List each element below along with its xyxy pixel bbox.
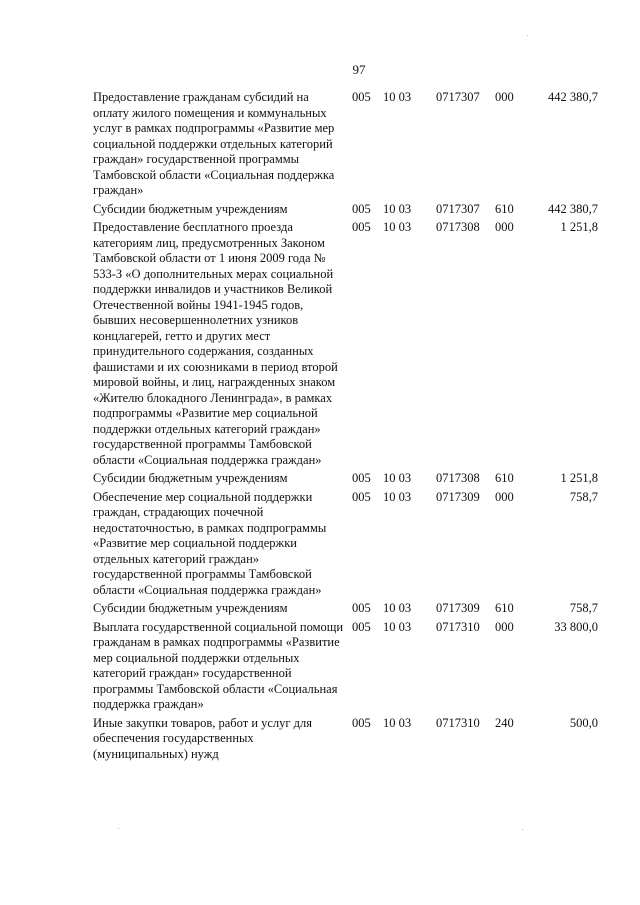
table-row — [93, 716, 598, 763]
expense-type-code: 000 — [495, 90, 514, 104]
expense-type-code: 240 — [495, 715, 514, 730]
target-code: 0717308 — [436, 471, 480, 485]
amount: 442 380,7 — [548, 90, 598, 104]
ministry-code: 005 — [352, 201, 371, 216]
scan-speck — [118, 828, 119, 829]
ministry-code: 005 — [352, 715, 371, 730]
amount: 33 800,0 — [554, 619, 598, 634]
row-description: Субсидии бюджетным учреждениям — [93, 601, 288, 615]
ministry-code: 005 — [352, 90, 371, 104]
amount: 442 380,7 — [548, 201, 598, 216]
ministry-code: 005 — [352, 489, 371, 504]
row-description: Предоставление бесплатного проезда категориям лиц, предусмотренных Законом Тамбовской области от 1 июня 2009 года № 533-З «О дополнительных мерах социальной поддержки инвалидов и участников Великой Отечественной войны 1941-1945 годов, бывших несовершеннолетних узников концлагерей, гетто и других мест принудительного содержания, созданных фашистами и их союзниками в период второй мировой войны, и лиц, награжденных знаком «Жителю блокадного Ленинграда», в рамках подпрограммы «Развитие мер социальной поддержки отдельных категорий граждан» государственной программы Тамбовской области «Социальная поддержка граждан» — [93, 220, 338, 467]
budget-table — [93, 90, 598, 765]
table-row — [93, 490, 598, 599]
expense-type-code: 000 — [495, 489, 514, 504]
target-code: 0717310 — [436, 715, 480, 730]
amount: 1 251,8 — [560, 471, 598, 485]
table-row — [93, 90, 598, 199]
amount: 500,0 — [569, 715, 598, 730]
table-row — [93, 471, 598, 487]
target-code: 0717309 — [436, 489, 480, 504]
section-code: 10 03 — [383, 489, 412, 504]
table-row — [93, 202, 598, 218]
section-code: 10 03 — [383, 471, 412, 485]
row-description: Обеспечение мер социальной поддержки граждан, страдающих почечной недостаточностью, в рамках подпрограммы «Развитие мер социальной поддержки отдельных категорий граждан» государственной программы Тамбовской области «Социальная поддержка граждан» — [93, 489, 327, 597]
scan-speck — [522, 829, 523, 830]
amount: 758,7 — [569, 489, 598, 504]
section-code: 10 03 — [383, 619, 412, 634]
expense-type-code: 610 — [495, 471, 514, 485]
section-code: 10 03 — [383, 201, 412, 216]
amount: 758,7 — [569, 601, 598, 615]
target-code: 0717309 — [436, 601, 480, 615]
row-description: Иные закупки товаров, работ и услуг для обеспечения государственных (муниципальных) нужд — [93, 715, 313, 761]
section-code: 10 03 — [383, 220, 412, 234]
ministry-code: 005 — [352, 220, 371, 234]
ministry-code: 005 — [352, 619, 371, 634]
row-description: Выплата государственной социальной помощи гражданам в рамках подпрограммы «Развитие мер социальной поддержки отдельных категорий граждан» государственной программы Тамбовской области «Социальная поддержка граждан» — [93, 619, 344, 711]
section-code: 10 03 — [383, 601, 412, 615]
target-code: 0717308 — [436, 220, 480, 234]
page-number: 97 — [352, 62, 366, 77]
section-code: 10 03 — [383, 90, 412, 104]
expense-type-code: 610 — [495, 201, 514, 216]
scan-speck — [527, 35, 528, 36]
row-description: Субсидии бюджетным учреждениям — [93, 471, 288, 485]
target-code: 0717310 — [436, 619, 480, 634]
table-row — [93, 620, 598, 713]
expense-type-code: 610 — [495, 601, 514, 615]
ministry-code: 005 — [352, 471, 371, 485]
table-row — [93, 220, 598, 468]
amount: 1 251,8 — [560, 220, 598, 234]
row-description: Предоставление гражданам субсидий на оплату жилого помещения и коммунальных услуг в рамках подпрограммы «Развитие мер социальной поддержки отдельных категорий граждан» государственной программы Тамбовской области «Социальная поддержка граждан» — [93, 90, 335, 197]
target-code: 0717307 — [436, 201, 480, 216]
ministry-code: 005 — [352, 601, 371, 615]
table-row — [93, 601, 598, 617]
expense-type-code: 000 — [495, 220, 514, 234]
target-code: 0717307 — [436, 90, 480, 104]
expense-type-code: 000 — [495, 619, 514, 634]
row-description: Субсидии бюджетным учреждениям — [93, 201, 288, 216]
section-code: 10 03 — [383, 715, 412, 730]
